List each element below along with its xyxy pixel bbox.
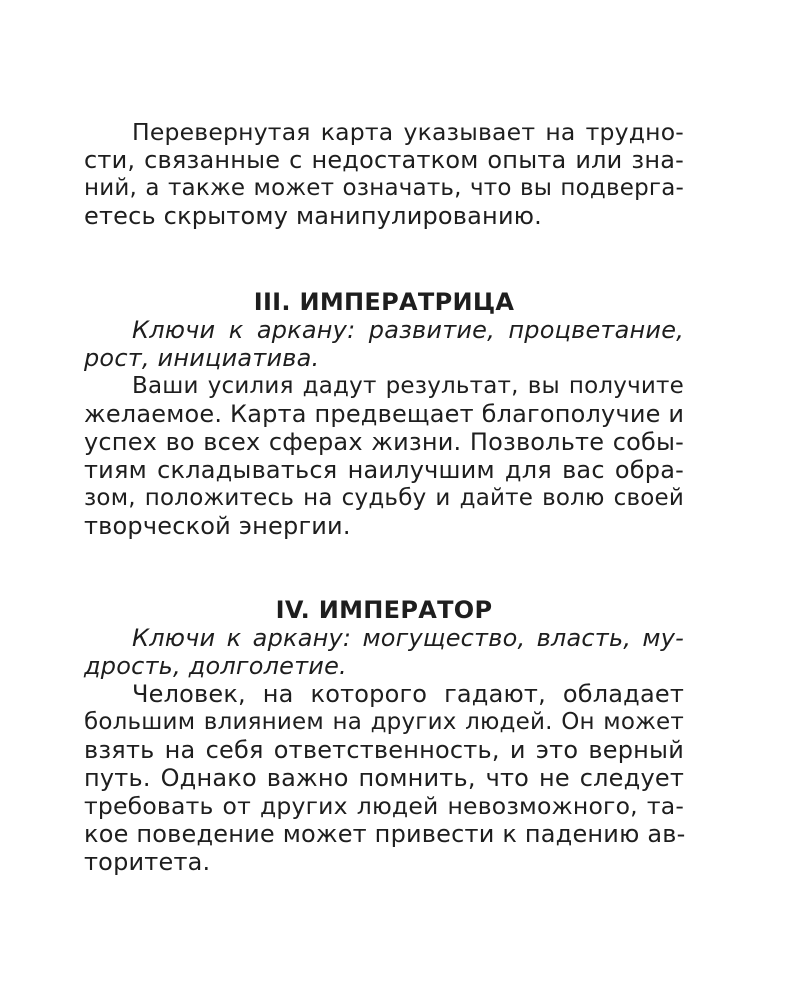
paragraph-line: желаемое. Карта предвещает благополучие и [84, 400, 685, 428]
paragraph-line: большим влиянием на других людей. Он может [84, 709, 684, 735]
keys-line: рост, инициатива. [84, 344, 320, 372]
paragraph-line: взять на себя ответственность, и это верный [84, 736, 684, 764]
paragraph-line: Человек, на которого гадают, обладает [132, 680, 684, 708]
paragraph-line: зом, положитесь на судьбу и дайте волю своей [84, 485, 684, 511]
paragraph-line: тиям складываться наилучшим для вас обра- [84, 456, 684, 484]
keys-line: Ключи к аркану: развитие, процветание, [132, 316, 684, 344]
section-heading-emperor: IV. ИМПЕРАТОР [275, 596, 493, 624]
paragraph-line: путь. Однако важно помнить, что не следует [84, 764, 684, 792]
paragraph-line: етесь скрытому манипулированию. [84, 202, 542, 230]
paragraph-line: творческой энергии. [84, 512, 351, 540]
paragraph-line: Перевернутая карта указывает на трудно- [132, 118, 684, 146]
keys-line: Ключи к аркану: могущество, власть, му- [132, 624, 684, 652]
paragraph-line: сти, связанные с недостатком опыта или зна- [84, 146, 684, 174]
paragraph-line: кое поведение может привести к падению ав- [84, 820, 686, 848]
paragraph-line: ний, а также может означать, что вы подверга- [84, 175, 684, 201]
keys-line: дрость, долголетие. [84, 652, 347, 680]
book-page [84, 0, 684, 1000]
paragraph-line: торитета. [84, 848, 211, 876]
paragraph-line: требовать от других людей невозможного, та- [84, 792, 684, 820]
paragraph-line: успех во всех сферах жизни. Позвольте собы- [84, 428, 684, 456]
paragraph-line: Ваши усилия дадут результат, вы получите [132, 373, 684, 399]
section-heading-empress: III. ИМПЕРАТРИЦА [253, 288, 515, 316]
